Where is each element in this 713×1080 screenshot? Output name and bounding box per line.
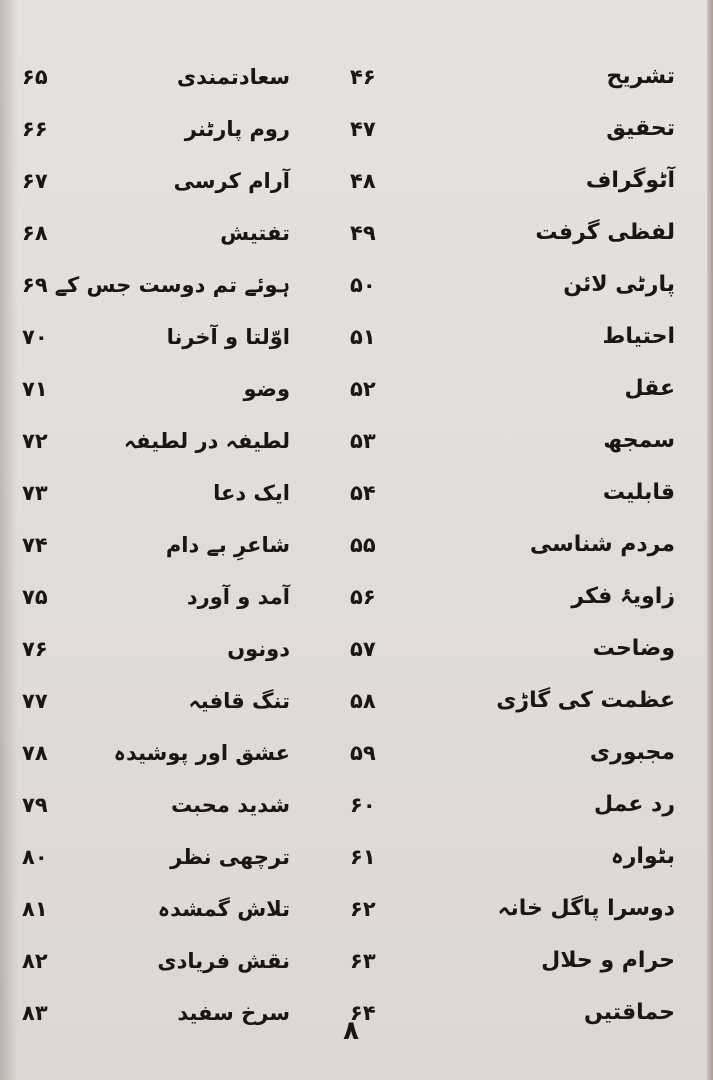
toc-row: [0, 312, 713, 362]
left-entry-page: ۷۹: [22, 793, 48, 817]
left-entry-title: روم پارٹنر: [184, 117, 290, 141]
right-entry-page: ۵۸: [350, 689, 376, 713]
left-entry-title: سعادتمندی: [176, 65, 290, 89]
left-entry-title: وضو: [243, 377, 290, 401]
toc-row: [0, 416, 713, 466]
left-entry-title: تفتیش: [220, 221, 290, 245]
left-entry-title: سرخ سفید: [177, 1001, 290, 1025]
page-number: ۸: [343, 1016, 359, 1046]
right-entry-page: ۶۴: [350, 1001, 376, 1025]
right-entry-title: مردم شناسی: [529, 532, 675, 557]
right-entry-title: وضاحت: [592, 636, 675, 661]
right-entry-page: ۵۳: [350, 429, 376, 453]
left-entry-page: ۷۵: [22, 585, 48, 609]
right-entry-title: رد عمل: [593, 792, 675, 817]
right-entry-title: مجبوری: [589, 740, 675, 765]
left-entry-title: اوّلتا و آخرنا: [166, 325, 290, 349]
right-entry-page: ۴۷: [350, 117, 376, 141]
right-entry-title: حماقتیں: [583, 1000, 675, 1025]
left-entry-title: آمد و آورد: [186, 585, 290, 609]
left-entry-page: ۷۳: [22, 481, 48, 505]
right-entry-page: ۵۹: [350, 741, 376, 765]
right-entry-title: عظمت کی گاڑی: [496, 688, 675, 713]
toc-row: [0, 156, 713, 206]
right-entry-title: عقل: [624, 376, 675, 401]
left-entry-page: ۸۳: [22, 1001, 48, 1025]
left-entry-title: تنگ قافیہ: [188, 689, 290, 713]
toc-row: [0, 52, 713, 102]
left-entry-title: ایک دعا: [213, 481, 290, 505]
right-entry-title: پارٹی لائن: [563, 272, 675, 297]
right-entry-page: ۶۳: [350, 949, 376, 973]
toc-row: [0, 104, 713, 154]
left-entry-page: ۶۵: [22, 65, 48, 89]
right-entry-page: ۵۷: [350, 637, 376, 661]
left-entry-title: شاعرِ بے دام: [165, 533, 290, 557]
right-entry-page: ۵۰: [350, 273, 376, 297]
toc-row: [0, 936, 713, 986]
left-entry-page: ۸۰: [22, 845, 48, 869]
toc-row: [0, 208, 713, 258]
right-entry-title: دوسرا پاگل خانہ: [497, 896, 675, 921]
right-entry-page: ۶۲: [350, 897, 376, 921]
left-entry-page: ۶۶: [22, 117, 48, 141]
left-entry-title: آرام کرسی: [173, 169, 290, 193]
left-entry-page: ۷۸: [22, 741, 48, 765]
right-entry-page: ۵۵: [350, 533, 376, 557]
left-entry-page: ۷۲: [22, 429, 48, 453]
toc-row: [0, 624, 713, 674]
toc-row: [0, 468, 713, 518]
right-entry-title: آٹوگراف: [585, 168, 675, 193]
right-entry-title: سمجھ: [603, 428, 675, 453]
toc-row: [0, 728, 713, 778]
right-entry-page: ۴۶: [350, 65, 376, 89]
left-entry-title: دونوں: [227, 637, 290, 661]
right-entry-page: ۶۰: [350, 793, 376, 817]
right-entry-title: تحقیق: [606, 116, 675, 141]
right-entry-title: زاویۂ فکر: [571, 584, 675, 609]
right-entry-page: ۵۶: [350, 585, 376, 609]
right-entry-page: ۶۱: [350, 845, 376, 869]
toc-row: [0, 260, 713, 310]
right-entry-title: تشریح: [606, 64, 675, 89]
left-entry-title: ہوئے تم دوست جس کے: [54, 273, 290, 297]
right-entry-title: حرام و حلال: [541, 948, 675, 973]
right-entry-page: ۴۹: [350, 221, 376, 245]
right-entry-title: احتیاط: [602, 324, 675, 349]
left-entry-title: نقش فریادی: [157, 949, 290, 973]
left-entry-page: ۶۸: [22, 221, 48, 245]
toc-row: [0, 520, 713, 570]
left-entry-title: عشق اور پوشیدہ: [113, 741, 290, 765]
left-entry-page: ۷۰: [22, 325, 48, 349]
right-entry-page: ۴۸: [350, 169, 376, 193]
right-entry-page: ۵۲: [350, 377, 376, 401]
left-entry-page: ۷۴: [22, 533, 48, 557]
left-entry-title: شدید محبت: [170, 793, 290, 817]
right-entry-title: لفظی گرفت: [535, 220, 675, 245]
left-entry-page: ۷۶: [22, 637, 48, 661]
left-entry-page: ۷۷: [22, 689, 48, 713]
right-entry-page: ۵۴: [350, 481, 376, 505]
left-entry-page: ۶۹: [22, 273, 48, 297]
left-entry-page: ۸۲: [22, 949, 48, 973]
toc-row: [0, 364, 713, 414]
left-entry-title: تلاش گمشدہ: [157, 897, 290, 921]
left-entry-page: ۷۱: [22, 377, 48, 401]
left-entry-title: ترچھی نظر: [170, 845, 290, 869]
left-entry-title: لطیفہ در لطیفہ: [123, 429, 290, 453]
right-entry-title: قابلیت: [602, 480, 675, 505]
toc-row: [0, 572, 713, 622]
left-entry-page: ۸۱: [22, 897, 48, 921]
toc-row: [0, 832, 713, 882]
left-entry-page: ۶۷: [22, 169, 48, 193]
right-entry-page: ۵۱: [350, 325, 376, 349]
toc-row: [0, 676, 713, 726]
toc-row: [0, 780, 713, 830]
toc-row: [0, 884, 713, 934]
right-entry-title: بٹوارہ: [610, 844, 675, 869]
